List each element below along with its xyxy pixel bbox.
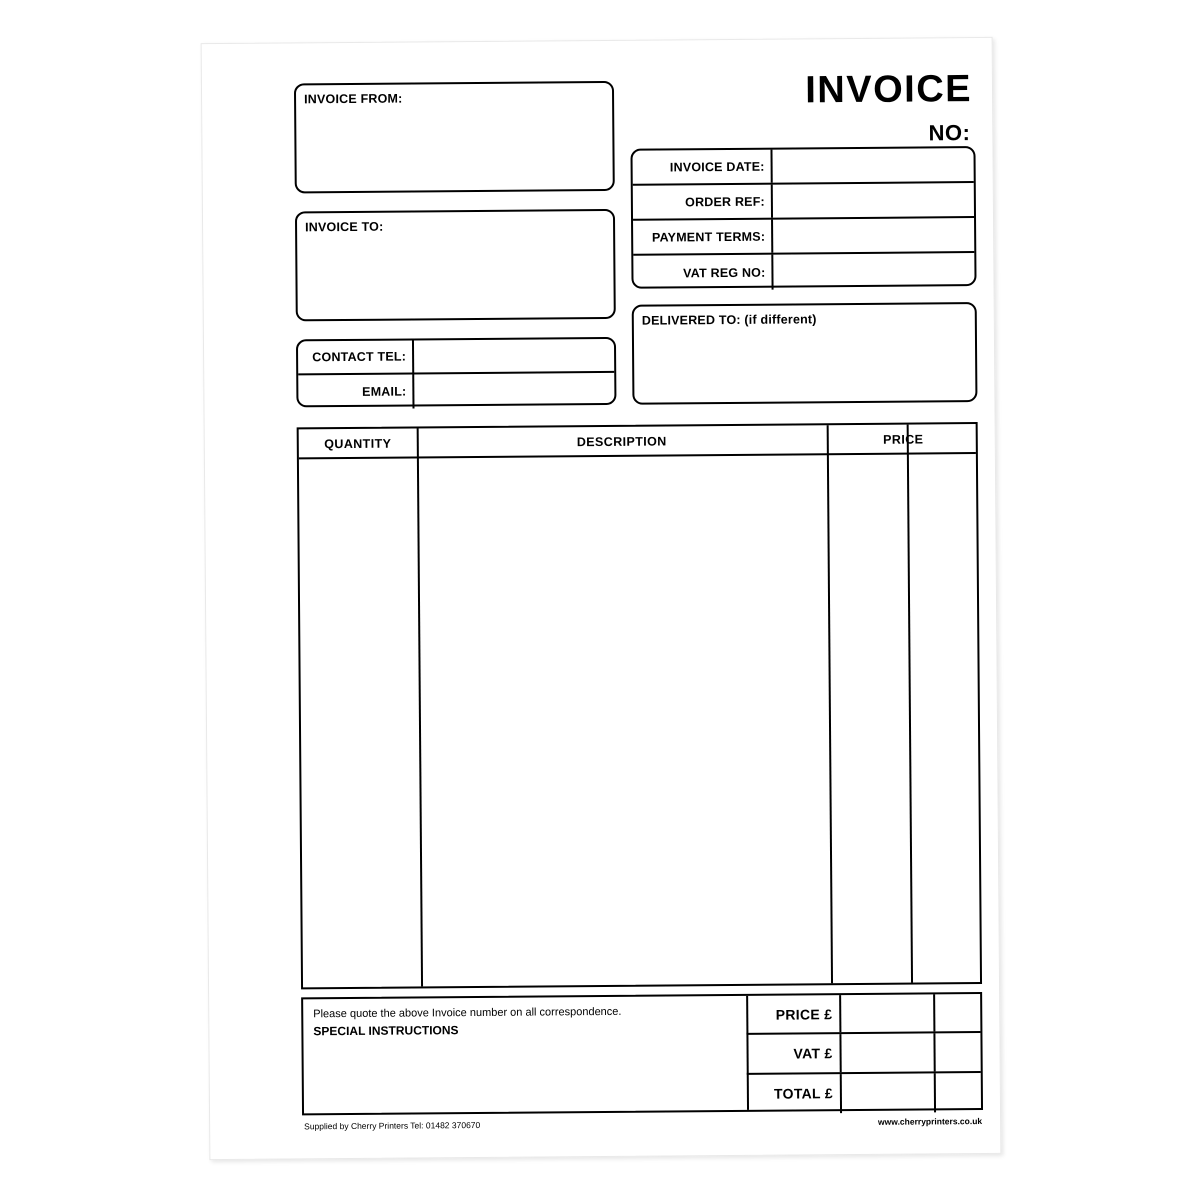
order-ref-label: ORDER REF: [685,194,765,209]
contact-tel-field[interactable] [414,339,614,373]
header-description: DESCRIPTION [576,434,667,450]
invoice-to-label: INVOICE TO: [305,219,384,235]
grand-total-amount[interactable] [842,1073,936,1113]
column-divider-price [907,425,913,983]
contact-tel-row [298,339,614,375]
total-row-vat [746,1033,980,1074]
special-instructions-label: SPECIAL INSTRUCTIONS [313,1022,459,1039]
invoice-from-box[interactable] [294,81,615,194]
invoice-details-block [630,146,976,289]
order-ref-field[interactable] [773,183,974,218]
vat-reg-no-field[interactable] [773,253,974,290]
price-total-amount[interactable] [841,994,935,1032]
invoice-date-label-cell [632,150,772,184]
payment-terms-field[interactable] [773,218,974,253]
contact-email-field[interactable] [414,373,614,409]
price-total-pence[interactable] [935,994,980,1032]
vat-reg-no-label: VAT REG NO: [683,265,766,280]
grand-total-pence[interactable] [936,1073,981,1113]
page-title: INVOICE [805,68,973,112]
order-ref-label-cell [633,185,773,219]
detail-row-payment-terms [633,218,974,256]
contact-tel-label-cell [298,340,414,373]
footer-supplier-text: Supplied by Cherry Printers Tel: 01482 370670 [304,1119,481,1132]
price-total-label: PRICE £ [746,995,841,1033]
invoice-to-box[interactable] [295,209,616,322]
header-price: PRICE [883,432,924,447]
payment-terms-label-cell [633,220,773,254]
detail-row-order-ref [633,183,974,221]
grand-total-label: TOTAL £ [747,1074,842,1114]
invoice-inner [202,38,1001,1159]
payment-terms-label: PAYMENT TERMS: [651,229,766,245]
column-divider-description [827,425,833,983]
delivered-to-label: DELIVERED TO: (if different) [641,312,817,328]
delivered-to-box[interactable] [632,302,978,405]
vat-total-pence[interactable] [935,1033,980,1071]
invoice-from-label: INVOICE FROM: [304,91,403,107]
contact-email-row [298,373,614,409]
invoice-sheet [201,37,1002,1160]
header-quantity: QUANTITY [324,436,392,452]
footer-website-text: www.cherryprinters.co.uk [877,1116,983,1127]
contact-tel-label: CONTACT TEL: [312,349,407,365]
invoice-date-label: INVOICE DATE: [669,159,765,174]
total-row-price [746,994,980,1035]
quote-invoice-note: Please quote the above Invoice number on all correspondence. [313,1005,622,1021]
contact-block [296,337,617,408]
contact-email-label: EMAIL: [362,384,407,399]
total-row-total [747,1073,981,1114]
detail-row-invoice-date [632,148,973,186]
notes-area[interactable] [303,996,747,1113]
contact-email-label-cell [298,374,414,409]
totals-and-notes-block [301,992,983,1115]
invoice-date-field[interactable] [772,148,973,183]
line-items-table[interactable] [297,422,982,989]
detail-row-vat-reg-no [633,253,974,291]
invoice-number-label: NO: [928,120,971,146]
vat-total-amount[interactable] [841,1034,935,1072]
vat-reg-no-label-cell [633,255,773,291]
vat-total-label: VAT £ [746,1034,841,1072]
column-divider-quantity [417,428,423,986]
